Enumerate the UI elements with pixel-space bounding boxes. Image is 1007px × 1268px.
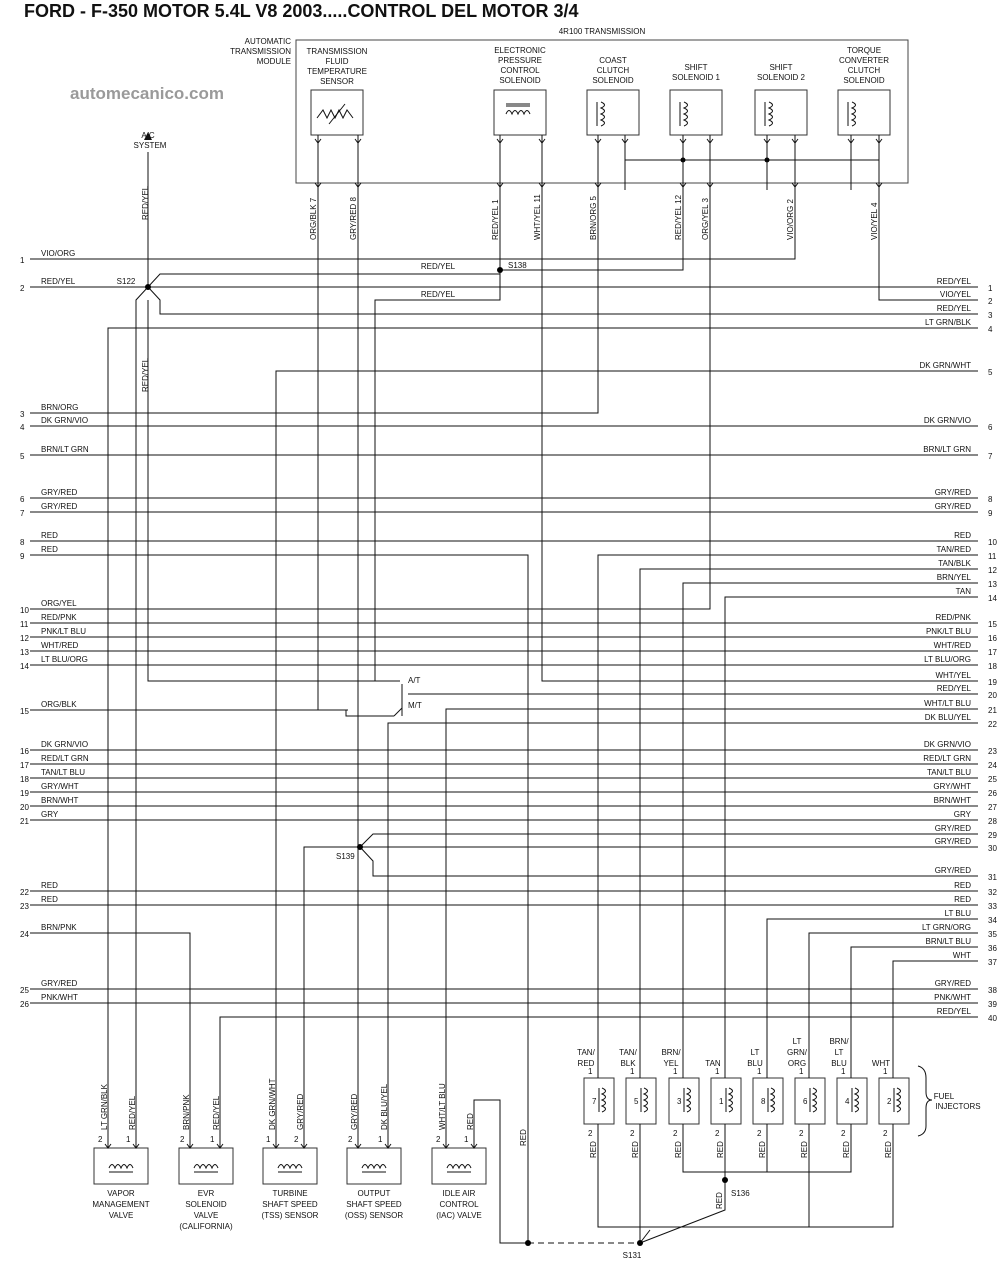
right-pin-number: 23 bbox=[988, 747, 997, 756]
node-dot bbox=[525, 1240, 531, 1246]
ac-wire-label: RED/YEL bbox=[141, 185, 150, 220]
injector-wire-label: BRN/ bbox=[661, 1048, 681, 1057]
left-pin-number: 16 bbox=[20, 747, 29, 756]
left-pin-number: 11 bbox=[20, 620, 29, 629]
module-label: AUTOMATIC bbox=[244, 37, 291, 46]
right-pin-number: 35 bbox=[988, 930, 997, 939]
bottom-wire-label: BRN/PNK bbox=[182, 1094, 191, 1130]
injector-wire-label: LT bbox=[750, 1048, 760, 1057]
injector-pin-top: 1 bbox=[799, 1067, 804, 1076]
right-wire-label: BRN/LT GRN bbox=[923, 445, 971, 454]
left-wire-label: RED bbox=[41, 881, 58, 890]
left-wire-label: RED bbox=[41, 531, 58, 540]
right-wire-label: RED bbox=[954, 895, 971, 904]
bottom-component-name: (CALIFORNIA) bbox=[179, 1222, 233, 1231]
left-wire-label: RED/YEL bbox=[41, 277, 76, 286]
right-pin-number: 16 bbox=[988, 634, 997, 643]
bottom-pin-number: 2 bbox=[180, 1135, 185, 1144]
injector-wire-label: GRN/ bbox=[787, 1048, 807, 1057]
right-pin-number: 18 bbox=[988, 662, 997, 671]
right-wire-label: TAN bbox=[955, 587, 971, 596]
injector-wire-label: LT bbox=[834, 1048, 844, 1057]
bottom-component-name: IDLE AIR bbox=[442, 1189, 476, 1198]
left-pin-number: 21 bbox=[20, 817, 29, 826]
trans-pin-label: ORG/BLK 7 bbox=[309, 197, 318, 240]
bottom-wire-label: WHT/LT BLU bbox=[438, 1083, 447, 1130]
bottom-component-name: VAPOR bbox=[107, 1189, 135, 1198]
right-wire-label: RED bbox=[954, 881, 971, 890]
right-wire-label: GRY/RED bbox=[934, 866, 971, 875]
bottom-wire-label: DK BLU/YEL bbox=[380, 1083, 389, 1130]
right-pin-number: 39 bbox=[988, 1000, 997, 1009]
injector-wire-label: BLK bbox=[620, 1059, 636, 1068]
left-pin-number: 9 bbox=[20, 552, 25, 561]
bottom-component-name: EVR bbox=[197, 1189, 215, 1198]
right-pin-number: 14 bbox=[988, 594, 997, 603]
bottom-pin-number: 1 bbox=[210, 1135, 215, 1144]
trans-component-box bbox=[587, 90, 639, 135]
injector-ground-label: RED bbox=[589, 1141, 598, 1158]
right-wire-label: TAN/BLK bbox=[938, 559, 971, 568]
right-wire-label: RED bbox=[954, 531, 971, 540]
page-title: FORD - F-350 MOTOR 5.4L V8 2003.....CONTROL DEL MOTOR 3/4 bbox=[24, 1, 579, 21]
right-wire-label: RED/LT GRN bbox=[923, 754, 971, 763]
trans-component-label: SOLENOID bbox=[499, 76, 541, 85]
left-wire-label: GRY/RED bbox=[41, 488, 78, 497]
left-pin-number: 18 bbox=[20, 775, 29, 784]
trans-component-box bbox=[755, 90, 807, 135]
bottom-pin-number: 1 bbox=[464, 1135, 469, 1144]
trans-pin-label: VIO/YEL 4 bbox=[870, 202, 879, 240]
injector-wire-label: TAN/ bbox=[577, 1048, 595, 1057]
mid-label: RED/YEL bbox=[420, 290, 456, 299]
injector-wire-label: YEL bbox=[663, 1059, 679, 1068]
left-pin-number: 8 bbox=[20, 538, 25, 547]
bottom-pin-number: 2 bbox=[436, 1135, 441, 1144]
injector-pin-top: 1 bbox=[673, 1067, 678, 1076]
left-wire-label: GRY/WHT bbox=[41, 782, 79, 791]
right-wire-label: LT BLU bbox=[944, 909, 971, 918]
left-wire-label: PNK/LT BLU bbox=[41, 627, 87, 636]
left-wire-label: DK GRN/VIO bbox=[41, 416, 89, 425]
trans-component-label: SOLENOID 2 bbox=[756, 73, 806, 82]
right-pin-number: 21 bbox=[988, 706, 997, 715]
right-pin-number: 29 bbox=[988, 831, 997, 840]
bottom-component-box bbox=[94, 1148, 148, 1184]
mt-label: M/T bbox=[408, 701, 422, 710]
right-pin-number: 32 bbox=[988, 888, 997, 897]
trans-component-label: TORQUE bbox=[846, 46, 882, 55]
right-pin-number: 25 bbox=[988, 775, 997, 784]
right-pin-number: 4 bbox=[988, 325, 993, 334]
mid-label: RED/YEL bbox=[420, 262, 456, 271]
bottom-component-name: (IAC) VALVE bbox=[436, 1211, 482, 1220]
trans-component-box bbox=[670, 90, 722, 135]
left-wire-label: RED/PNK bbox=[41, 613, 77, 622]
right-pin-number: 1 bbox=[988, 284, 993, 293]
bottom-pin-number: 1 bbox=[126, 1135, 131, 1144]
right-wire-label: DK GRN/VIO bbox=[923, 740, 971, 749]
right-wire-label: GRY/RED bbox=[934, 824, 971, 833]
trans-pin-label: ORG/YEL 3 bbox=[701, 198, 710, 240]
right-wire-label: DK GRN/VIO bbox=[923, 416, 971, 425]
injector-pin-bottom: 2 bbox=[588, 1129, 593, 1138]
trans-component-label: SOLENOID bbox=[843, 76, 885, 85]
bottom-component-name: (OSS) SENSOR bbox=[344, 1211, 404, 1220]
injector-wire-label: ORG bbox=[787, 1059, 807, 1068]
right-pin-number: 28 bbox=[988, 817, 997, 826]
injector-ground-label: RED bbox=[716, 1141, 725, 1158]
right-wire-label: BRN/YEL bbox=[936, 573, 971, 582]
right-wire-label: WHT/YEL bbox=[935, 671, 971, 680]
left-pin-number: 25 bbox=[20, 986, 29, 995]
right-pin-number: 17 bbox=[988, 648, 997, 657]
right-pin-number: 26 bbox=[988, 789, 997, 798]
injector-wire-label: BLU bbox=[831, 1059, 847, 1068]
injector-number: 2 bbox=[887, 1097, 892, 1106]
splice-s131-dot bbox=[637, 1240, 643, 1246]
left-wire-label: LT BLU/ORG bbox=[41, 655, 88, 664]
right-pin-number: 27 bbox=[988, 803, 997, 812]
right-wire-label: BRN/LT BLU bbox=[925, 937, 971, 946]
left-pin-number: 15 bbox=[20, 707, 29, 716]
right-pin-number: 8 bbox=[988, 495, 993, 504]
left-wire-label: RED/LT GRN bbox=[41, 754, 89, 763]
bottom-component-name: MANAGEMENT bbox=[92, 1200, 150, 1209]
trans-component-label: TEMPERATURE bbox=[307, 67, 367, 76]
injector-ground-label: RED bbox=[758, 1141, 767, 1158]
bottom-component-box bbox=[432, 1148, 486, 1184]
injector-pin-bottom: 2 bbox=[757, 1129, 762, 1138]
injector-number: 1 bbox=[719, 1097, 724, 1106]
right-wire-label: RED/YEL bbox=[936, 277, 971, 286]
bottom-wire-label: RED/YEL bbox=[128, 1095, 137, 1130]
injector-ground-label: RED bbox=[631, 1141, 640, 1158]
injector-number: 8 bbox=[761, 1097, 766, 1106]
trans-component-label: SHIFT bbox=[769, 63, 793, 72]
injector-ground-label: RED bbox=[884, 1141, 893, 1158]
injector-pin-top: 1 bbox=[757, 1067, 762, 1076]
right-wire-label: WHT/RED bbox=[933, 641, 971, 650]
bottom-wire-label: DK GRN/WHT bbox=[268, 1078, 277, 1130]
bottom-component-name: SHAFT SPEED bbox=[262, 1200, 318, 1209]
right-wire-label: RED/PNK bbox=[935, 613, 971, 622]
injector-pin-top: 1 bbox=[841, 1067, 846, 1076]
splice-s136-dot bbox=[722, 1177, 728, 1183]
injector-pin-top: 1 bbox=[883, 1067, 888, 1076]
left-pin-number: 14 bbox=[20, 662, 29, 671]
injector-pin-bottom: 2 bbox=[715, 1129, 720, 1138]
right-pin-number: 30 bbox=[988, 844, 997, 853]
injector-ground-label: RED bbox=[842, 1141, 851, 1158]
right-pin-number: 33 bbox=[988, 902, 997, 911]
injector-wire-label: RED bbox=[577, 1059, 595, 1068]
right-pin-number: 37 bbox=[988, 958, 997, 967]
left-wire-label: BRN/WHT bbox=[41, 796, 79, 805]
left-pin-number: 23 bbox=[20, 902, 29, 911]
injector-pin-bottom: 2 bbox=[630, 1129, 635, 1138]
left-pin-number: 24 bbox=[20, 930, 29, 939]
bottom-component-box bbox=[347, 1148, 401, 1184]
bottom-component-box bbox=[263, 1148, 317, 1184]
ac-system-label: A/C bbox=[141, 131, 155, 140]
at-label: A/T bbox=[408, 676, 421, 685]
injector-wire-label: TAN bbox=[705, 1059, 721, 1068]
transmission-label: 4R100 TRANSMISSION bbox=[558, 27, 646, 36]
right-wire-label: BRN/WHT bbox=[933, 796, 971, 805]
injector-number: 7 bbox=[592, 1097, 597, 1106]
bottom-pin-number: 1 bbox=[266, 1135, 271, 1144]
splice-s122-label: S122 bbox=[116, 277, 136, 286]
injector-pin-bottom: 2 bbox=[883, 1129, 888, 1138]
trans-component-label: SHIFT bbox=[684, 63, 708, 72]
bottom-pin-number: 2 bbox=[348, 1135, 353, 1144]
trans-pin-label: VIO/ORG 2 bbox=[786, 199, 795, 240]
right-wire-label: LT BLU/ORG bbox=[924, 655, 971, 664]
left-wire-label: VIO/ORG bbox=[41, 249, 76, 258]
trans-component-label: FLUID bbox=[325, 57, 349, 66]
watermark: automecanico.com bbox=[70, 84, 224, 103]
bottom-pin-number: 2 bbox=[294, 1135, 299, 1144]
right-pin-number: 12 bbox=[988, 566, 997, 575]
right-wire-label: GRY/WHT bbox=[933, 782, 971, 791]
bottom-wire-label: LT GRN/BLK bbox=[100, 1084, 109, 1130]
right-wire-label: LT GRN/BLK bbox=[925, 318, 971, 327]
trans-component-label: PRESSURE bbox=[497, 56, 543, 65]
injector-number: 5 bbox=[634, 1097, 639, 1106]
right-wire-label: GRY/RED bbox=[934, 979, 971, 988]
trans-component-label: CONTROL bbox=[500, 66, 540, 75]
bottom-component-name: OUTPUT bbox=[357, 1189, 391, 1198]
splice-s131-label: S131 bbox=[622, 1251, 642, 1260]
left-wire-label: DK GRN/VIO bbox=[41, 740, 89, 749]
trans-component-label: CLUTCH bbox=[847, 66, 881, 75]
injector-pin-top: 1 bbox=[630, 1067, 635, 1076]
left-pin-number: 1 bbox=[20, 256, 25, 265]
left-pin-number: 3 bbox=[20, 410, 25, 419]
left-wire-label: ORG/YEL bbox=[41, 599, 77, 608]
right-wire-label: WHT/LT BLU bbox=[924, 699, 971, 708]
left-pin-number: 26 bbox=[20, 1000, 29, 1009]
trans-pin-label: BRN/ORG 5 bbox=[589, 195, 598, 240]
right-pin-number: 22 bbox=[988, 720, 997, 729]
left-wire-label: BRN/PNK bbox=[41, 923, 77, 932]
bottom-wire-label: GRY/RED bbox=[350, 1093, 359, 1130]
right-wire-label: GRY bbox=[953, 810, 971, 819]
trans-component-label: SOLENOID 1 bbox=[671, 73, 721, 82]
right-wire-label: LT GRN/ORG bbox=[921, 923, 971, 932]
right-wire-label: GRY/RED bbox=[934, 488, 971, 497]
left-wire-label: BRN/ORG bbox=[41, 403, 79, 412]
right-pin-number: 13 bbox=[988, 580, 997, 589]
left-wire-label: ORG/BLK bbox=[41, 700, 77, 709]
right-pin-number: 15 bbox=[988, 620, 997, 629]
right-pin-number: 9 bbox=[988, 509, 993, 518]
right-wire-label: VIO/YEL bbox=[939, 290, 971, 299]
right-pin-number: 38 bbox=[988, 986, 997, 995]
bottom-component-name: TURBINE bbox=[272, 1189, 308, 1198]
injector-pin-bottom: 2 bbox=[841, 1129, 846, 1138]
splice-s139-dot bbox=[357, 844, 363, 850]
trans-component-label: SENSOR bbox=[320, 77, 354, 86]
splice-s138-dot bbox=[497, 267, 503, 273]
right-wire-label: PNK/LT BLU bbox=[925, 627, 971, 636]
splice-s139-label: S139 bbox=[336, 852, 355, 861]
left-wire-label: GRY/RED bbox=[41, 502, 78, 511]
injector-pin-bottom: 2 bbox=[673, 1129, 678, 1138]
right-pin-number: 7 bbox=[988, 452, 993, 461]
bottom-pin-number: 2 bbox=[98, 1135, 103, 1144]
injector-wire-label: BRN/ bbox=[829, 1037, 849, 1046]
right-wire-label: GRY/RED bbox=[934, 837, 971, 846]
trans-component-label: SOLENOID bbox=[592, 76, 634, 85]
injector-number: 4 bbox=[845, 1097, 850, 1106]
right-pin-number: 24 bbox=[988, 761, 997, 770]
injector-pin-bottom: 2 bbox=[799, 1129, 804, 1138]
module-label: MODULE bbox=[256, 57, 291, 66]
injector-ground-label: RED bbox=[800, 1141, 809, 1158]
bottom-wire-label: GRY/RED bbox=[296, 1093, 305, 1130]
right-pin-number: 2 bbox=[988, 297, 993, 306]
trans-component-box bbox=[311, 90, 363, 135]
right-pin-number: 10 bbox=[988, 538, 997, 547]
left-wire-label: GRY/RED bbox=[41, 979, 78, 988]
ground-wire-label: RED bbox=[715, 1192, 724, 1209]
bottom-component-name: CONTROL bbox=[439, 1200, 479, 1209]
left-wire-label: RED bbox=[41, 895, 58, 904]
fuel-injectors-label: INJECTORS bbox=[935, 1102, 981, 1111]
right-pin-number: 5 bbox=[988, 368, 993, 377]
fuel-injectors-label: FUEL bbox=[933, 1092, 955, 1101]
trans-component-box bbox=[494, 90, 546, 135]
right-pin-number: 34 bbox=[988, 916, 997, 925]
bottom-component-name: SOLENOID bbox=[185, 1200, 227, 1209]
trans-component-label: CLUTCH bbox=[596, 66, 630, 75]
s122-wire-label: RED/YEL bbox=[141, 357, 150, 392]
left-pin-number: 10 bbox=[20, 606, 29, 615]
left-pin-number: 17 bbox=[20, 761, 29, 770]
left-pin-number: 6 bbox=[20, 495, 25, 504]
left-wire-label: RED bbox=[41, 545, 58, 554]
splice-s122-dot bbox=[145, 284, 151, 290]
bottom-component-name: (TSS) SENSOR bbox=[261, 1211, 319, 1220]
bottom-wire-label: RED/YEL bbox=[212, 1095, 221, 1130]
trans-pin-label: WHT/YEL 11 bbox=[533, 194, 542, 240]
left-pin-number: 7 bbox=[20, 509, 25, 518]
right-pin-number: 6 bbox=[988, 423, 993, 432]
injector-number: 3 bbox=[677, 1097, 682, 1106]
right-wire-label: WHT bbox=[952, 951, 971, 960]
left-wire-label: TAN/LT BLU bbox=[41, 768, 86, 777]
injector-number: 6 bbox=[803, 1097, 808, 1106]
injector-wire-label: TAN/ bbox=[619, 1048, 637, 1057]
trans-component-box bbox=[838, 90, 890, 135]
ac-system-label: SYSTEM bbox=[133, 141, 167, 150]
left-pin-number: 5 bbox=[20, 452, 25, 461]
right-wire-label: PNK/WHT bbox=[934, 993, 971, 1002]
injector-wire-label: WHT bbox=[871, 1059, 891, 1068]
injector-pin-top: 1 bbox=[715, 1067, 720, 1076]
right-wire-label: TAN/RED bbox=[936, 545, 971, 554]
right-wire-label: TAN/LT BLU bbox=[926, 768, 971, 777]
right-pin-number: 3 bbox=[988, 311, 993, 320]
left-wire-label: WHT/RED bbox=[41, 641, 79, 650]
trans-component-label: TRANSMISSION bbox=[306, 47, 368, 56]
trans-component-label: COAST bbox=[599, 56, 627, 65]
right-pin-number: 36 bbox=[988, 944, 997, 953]
bottom-pin-number: 1 bbox=[378, 1135, 383, 1144]
trans-pin-label: RED/YEL 12 bbox=[674, 194, 683, 240]
left-wire-label: PNK/WHT bbox=[41, 993, 78, 1002]
bottom-component-name: VALVE bbox=[108, 1211, 134, 1220]
right-pin-number: 19 bbox=[988, 678, 997, 687]
right-wire-label: DK GRN/WHT bbox=[919, 361, 971, 370]
trans-pin-label: RED/YEL 1 bbox=[491, 199, 500, 240]
injector-pin-top: 1 bbox=[588, 1067, 593, 1076]
right-pin-number: 11 bbox=[988, 552, 997, 561]
iac-feed-label: RED bbox=[519, 1129, 528, 1146]
right-wire-label: RED/YEL bbox=[936, 684, 971, 693]
right-wire-label: RED/YEL bbox=[936, 1007, 971, 1016]
injector-ground-label: RED bbox=[674, 1141, 683, 1158]
right-wire-label: RED/YEL bbox=[936, 304, 971, 313]
splice-s138-label: S138 bbox=[508, 261, 527, 270]
left-pin-number: 4 bbox=[20, 423, 25, 432]
bottom-component-box bbox=[179, 1148, 233, 1184]
injector-wire-label: LT bbox=[792, 1037, 802, 1046]
right-wire-label: GRY/RED bbox=[934, 502, 971, 511]
bottom-wire-label: RED bbox=[466, 1113, 475, 1130]
left-wire-label: GRY bbox=[41, 810, 59, 819]
trans-component-label: CONVERTER bbox=[838, 56, 890, 65]
left-wire-label: BRN/LT GRN bbox=[41, 445, 89, 454]
splice-s136-label: S136 bbox=[731, 1189, 750, 1198]
left-pin-number: 12 bbox=[20, 634, 29, 643]
module-label: TRANSMISSION bbox=[230, 47, 291, 56]
trans-component-label: ELECTRONIC bbox=[494, 46, 546, 55]
left-pin-number: 19 bbox=[20, 789, 29, 798]
bottom-component-name: VALVE bbox=[193, 1211, 219, 1220]
right-pin-number: 40 bbox=[988, 1014, 997, 1023]
left-pin-number: 13 bbox=[20, 648, 29, 657]
right-wire-label: DK BLU/YEL bbox=[924, 713, 971, 722]
right-pin-number: 20 bbox=[988, 691, 997, 700]
bottom-component-name: SHAFT SPEED bbox=[346, 1200, 402, 1209]
left-pin-number: 2 bbox=[20, 284, 25, 293]
right-pin-number: 31 bbox=[988, 873, 997, 882]
left-pin-number: 22 bbox=[20, 888, 29, 897]
left-pin-number: 20 bbox=[20, 803, 29, 812]
injector-wire-label: BLU bbox=[747, 1059, 763, 1068]
trans-pin-label: GRY/RED 8 bbox=[349, 197, 358, 240]
